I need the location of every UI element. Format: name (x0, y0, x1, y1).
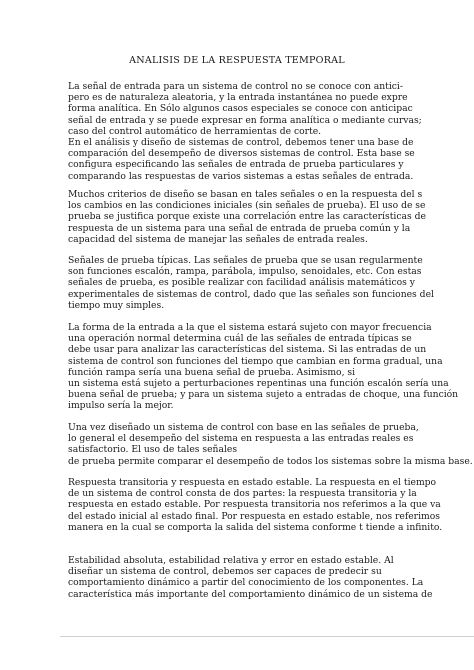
paragraph-line: capacidad del sistema de manejar las señales de entrada reales. (68, 233, 368, 245)
paragraph-line: función rampa sería una buena señal de prueba. Asimismo, si (68, 366, 356, 378)
paragraph-line: de un sistema de control consta de dos partes: la respuesta transitoria y la (68, 488, 417, 500)
paragraph-line: del estado inicial al estado final. Por respuesta en estado estable, nos referimos (68, 510, 440, 522)
paragraph-line: satisfactorio. El uso de tales señales (68, 444, 238, 456)
paragraph-input-form (68, 322, 474, 412)
paragraph-intro (68, 81, 474, 182)
paragraph-line: impulso sería la mejor. (68, 400, 174, 412)
paragraph-line: tiempo muy simples. (68, 299, 165, 311)
paragraph-line: respuesta de un sistema para una señal de entrada de prueba común y la (68, 222, 411, 234)
paragraph-line: pero es de naturaleza aleatoria, y la entrada instantánea no puede expre (68, 92, 408, 104)
paragraph-line: son funciones escalón, rampa, parábola, impulso, senoidales, etc. Con estas (68, 266, 422, 278)
paragraph-line: debe usar para analizar las características del sistema. Si las entradas de un (68, 344, 427, 356)
paragraph-line: La forma de la entrada a la que el sistema estará sujeto con mayor frecuencia (68, 322, 432, 333)
paragraph-line: señal de entrada y se puede expresar en forma analítica o mediante curvas; (68, 114, 422, 126)
paragraph-line: Una vez diseñado un sistema de control con base en las señales de prueba, (68, 422, 419, 433)
paragraph-line: Señales de prueba típicas. Las señales de prueba que se usan regularmente (68, 255, 423, 266)
paragraph-line: señales de prueba, es posible realizar con facilidad análisis matemáticos y (68, 277, 415, 289)
paragraph-line: experimentales de sistemas de control, dado que las señales son funciones del (68, 288, 434, 300)
document-title: ANALISIS DE LA RESPUESTA TEMPORAL (129, 55, 345, 66)
paragraph-line: comportamiento dinámico a partir del conocimiento de los componentes. La (68, 577, 424, 589)
paragraph-line: configura especificando las señales de entrada de prueba particulares y (68, 159, 404, 171)
paragraph-line: manera en la cual se comporta la salida del sistema conforme t tiende a infinito. (68, 521, 443, 533)
paragraph-line: comparación del desempeño de diversos sistemas de control. Esta base se (68, 148, 415, 160)
paragraph-line: buena señal de prueba; y para un sistema sujeto a entradas de choque, una función (68, 389, 459, 401)
paragraph-line: comparando las respuestas de varios sistemas a estas señales de entrada. (68, 170, 414, 182)
paragraph-line: caso del control automático de herramientas de corte. (68, 125, 322, 137)
paragraph-line: los cambios en las condiciones iniciales (sin señales de prueba). El uso de se (68, 200, 426, 212)
paragraph-line: lo general el desempeño del sistema en respuesta a las entradas reales es (68, 433, 414, 445)
paragraph-design-criteria (68, 189, 474, 245)
paragraph-line: prueba se justifica porque existe una correlación entre las características de (68, 211, 426, 223)
paragraph-line: forma analítica. En Sólo algunos casos especiales se conoce con anticipac (68, 103, 413, 115)
paragraph-stability (68, 555, 474, 600)
paragraph-test-signals (68, 255, 474, 311)
paragraph-designed-system (68, 422, 474, 467)
paragraph-line: La señal de entrada para un sistema de control no se conoce con antici- (68, 81, 403, 92)
paragraph-line: sistema de control son funciones del tiempo que cambian en forma gradual, una (68, 355, 443, 367)
paragraph-line: Respuesta transitoria y respuesta en estado estable. La respuesta en el tiempo (68, 477, 437, 488)
paragraph-line: característica más importante del comportamiento dinámico de un sistema de (68, 588, 433, 600)
page-bottom-rule (60, 636, 474, 637)
paragraph-line: una operación normal determina cuál de las señales de entrada típicas se (68, 333, 412, 345)
paragraph-line: Muchos criterios de diseño se basan en tales señales o en la respuesta del s (68, 189, 423, 200)
paragraph-line: diseñar un sistema de control, debemos ser capaces de predecir su (68, 566, 382, 578)
paragraph-transient-response (68, 477, 474, 533)
paragraph-line: Estabilidad absoluta, estabilidad relativa y error en estado estable. Al (68, 555, 394, 566)
paragraph-line: En el análisis y diseño de sistemas de control, debemos tener una base de (68, 136, 414, 148)
paragraph-line: de prueba permite comparar el desempeño de todos los sistemas sobre la misma base. (68, 455, 473, 467)
paragraph-line: un sistema está sujeto a perturbaciones repentinas una función escalón sería una (68, 377, 449, 389)
paragraph-line: respuesta en estado estable. Por respuesta transitoria nos referimos a la que va (68, 499, 441, 511)
